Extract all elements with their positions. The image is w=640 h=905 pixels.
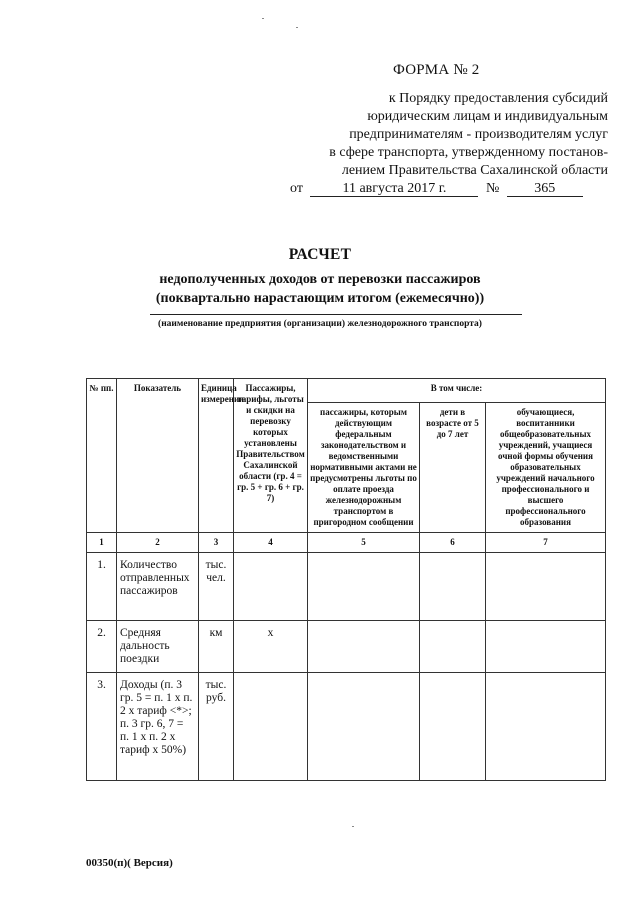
table-row [87, 673, 606, 781]
table-row [87, 553, 606, 621]
row-cell-6 [420, 673, 486, 781]
row-indicator: Количество отправленных пассажиров [117, 553, 199, 621]
subtitle-line: (поквартально нарастающим итогом (ежемесячно)) [155, 291, 485, 306]
row-cell-4: х [234, 621, 308, 673]
row-number: 3. [87, 673, 117, 781]
order-line: лением Правительства Сахалинской области [341, 163, 608, 178]
date-prefix: от [290, 181, 303, 196]
column-number: 1 [87, 533, 117, 553]
number-sign: № [485, 181, 500, 196]
column-number: 4 [234, 533, 308, 553]
subtitle-line: недополученных доходов от перевозки пассажиров [159, 272, 481, 287]
column-number: 5 [308, 533, 420, 553]
table-row [87, 621, 606, 673]
scan-speck [296, 27, 298, 28]
document-title: РАСЧЕТ [288, 246, 352, 263]
row-cell-4 [234, 673, 308, 781]
row-number: 1. [87, 553, 117, 621]
header-including: В том числе: [308, 379, 606, 403]
row-number: 2. [87, 621, 117, 673]
order-line: к Порядку предоставления субсидий [388, 91, 608, 106]
header-col7: обучающиеся, воспитанники общеобразовательных учреждений, учащиеся очной формы обучения образовательных учреждений начального профессионального и высшего профессионального образования [486, 403, 606, 533]
header-indicator: Показатель [117, 379, 199, 533]
row-indicator: Средняя дальность поездки [117, 621, 199, 673]
row-cell-7 [486, 621, 606, 673]
form-label: ФОРМА № 2 [393, 62, 480, 78]
row-cell-7 [486, 553, 606, 621]
table-header-row [87, 379, 606, 403]
order-reference [268, 90, 608, 198]
column-number: 6 [420, 533, 486, 553]
header-col6: дети в возрасте от 5 до 7 лет [420, 403, 486, 533]
footer-code: 00350(п)( Версия) [86, 857, 173, 869]
order-line: юридическим лицам и индивидуальным [367, 109, 608, 124]
scan-speck [352, 826, 354, 827]
row-cell-5 [308, 621, 420, 673]
row-cell-4 [234, 553, 308, 621]
order-number: 365 [507, 181, 583, 197]
row-cell-7 [486, 673, 606, 781]
calculation-table [86, 378, 606, 781]
order-line: предпринимателям - производителям услуг [349, 127, 608, 142]
order-line: в сфере транспорта, утвержденному постанов- [329, 145, 608, 160]
order-date: 11 августа 2017 г. [310, 181, 478, 197]
row-cell-5 [308, 673, 420, 781]
column-number-row [87, 533, 606, 553]
header-unit: Единица измерения [199, 379, 234, 533]
row-unit: тыс. руб. [199, 673, 234, 781]
column-number: 7 [486, 533, 606, 553]
organization-name-line [150, 314, 522, 315]
header-no: № пп. [87, 379, 117, 533]
header-tariffs: Пассажиры, тарифы, льготы и скидки на перевозку которых установлены Правительством Сахалинской области (гр. 4 = гр. 5 + гр. 6 + гр. 7) [234, 379, 308, 533]
row-cell-6 [420, 621, 486, 673]
header-col5: пассажиры, которым действующим федеральным законодательством и ведомственными нормативными актами не предусмотрены льготы по оплате проезда железнодорожным транспортом в пригородном сообщении [308, 403, 420, 533]
column-number: 3 [199, 533, 234, 553]
row-indicator: Доходы (п. 3 гр. 5 = п. 1 х п. 2 х тариф <*>; п. 3 гр. 6, 7 = п. 1 х п. 2 х тариф х 50%) [117, 673, 199, 781]
organization-caption: (наименование предприятия (организации) железнодорожного транспорта) [158, 319, 482, 329]
document-subtitle [0, 270, 640, 308]
row-unit: км [199, 621, 234, 673]
column-number: 2 [117, 533, 199, 553]
row-cell-5 [308, 553, 420, 621]
row-unit: тыс. чел. [199, 553, 234, 621]
row-cell-6 [420, 553, 486, 621]
order-date-line [268, 180, 608, 198]
scan-speck [262, 18, 264, 19]
